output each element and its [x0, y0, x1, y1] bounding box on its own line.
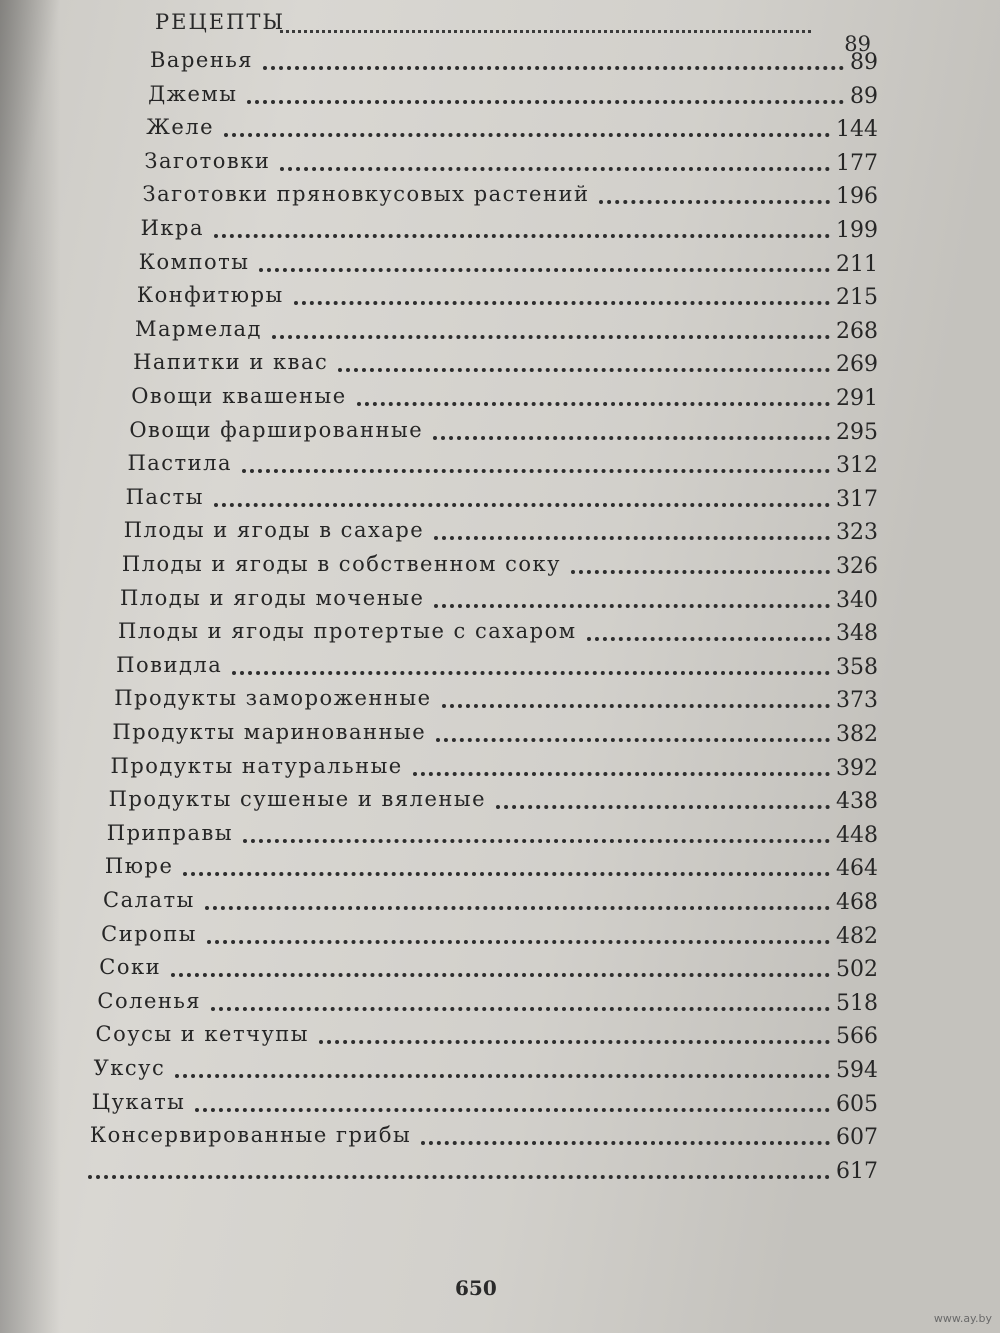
toc-entry: [96, 1022, 878, 1054]
toc-entry-label: Уксус: [93, 1056, 166, 1080]
toc-entry: [88, 1157, 878, 1189]
toc-entry-label: Продукты замороженные: [114, 686, 432, 711]
toc-entry-page: 177: [835, 150, 878, 176]
toc-entry-page: 340: [835, 587, 878, 613]
toc-entry-page: 89: [849, 83, 878, 109]
toc-entry-label: Соленья: [97, 988, 202, 1013]
toc-entry-label: Продукты сушеные и вяленые: [108, 787, 487, 812]
toc-entry-label: Компоты: [138, 249, 250, 274]
toc-entry-page: 518: [835, 990, 878, 1016]
toc-entry-label: Плоды и ягоды в сахаре: [123, 518, 425, 543]
toc-leader-dots: [232, 671, 830, 675]
toc-leader-dots: [434, 604, 830, 608]
page-number: 650: [455, 1276, 497, 1300]
toc-entry-page: 348: [835, 621, 878, 647]
toc-leader-dots: [242, 469, 830, 473]
toc-entry: [109, 787, 878, 819]
toc-entry: [126, 485, 878, 517]
toc-entry-label: Пасты: [125, 484, 204, 509]
toc-entry: [92, 1090, 878, 1122]
toc-heading: [155, 10, 871, 56]
toc-entry: [141, 216, 878, 248]
toc-entry-label: Соусы и кетчупы: [95, 1022, 310, 1047]
toc-entry-label: Желе: [146, 115, 215, 140]
toc-entry: [135, 317, 878, 349]
toc-entry-label: Продукты натуральные: [110, 753, 403, 778]
toc-entry: [144, 149, 878, 181]
toc-entry-page: 607: [835, 1125, 878, 1151]
toc-entry-page: 323: [835, 520, 878, 546]
toc-entry: [105, 854, 878, 886]
toc-leader-dots: [247, 100, 844, 104]
toc-entry-page: 312: [835, 453, 878, 479]
toc-entry-label: Плоды и ягоды моченые: [119, 585, 425, 610]
watermark: www.ay.by: [933, 1312, 992, 1325]
toc-leader-dots: [243, 839, 830, 843]
toc-leader-dots: [434, 536, 830, 540]
toc-leader-dots: [214, 234, 830, 238]
toc-entry: [137, 283, 878, 315]
toc-leader-dots: [280, 167, 830, 171]
toc-entry-label: Напитки и квас: [133, 350, 329, 375]
toc-entry-label: Повидла: [116, 652, 223, 677]
toc-entry: [139, 250, 878, 282]
toc-entry: [133, 350, 878, 382]
toc-entry: [97, 989, 878, 1021]
toc-entry: [107, 821, 878, 853]
toc-entry-page: 269: [835, 352, 878, 378]
toc-entry-page: 502: [835, 957, 878, 983]
toc-entry-label: Пастила: [127, 451, 233, 476]
toc-leader-dots: [421, 1141, 830, 1145]
toc-entry: [90, 1123, 878, 1155]
toc-entry-label: Варенья: [150, 48, 254, 72]
toc-entry-page: 392: [835, 755, 878, 781]
toc-entry-label: Овощи квашеные: [131, 384, 347, 408]
toc-entry-label: Соки: [99, 955, 162, 980]
toc-leader-dots: [338, 368, 830, 372]
toc-entry-page: 144: [835, 117, 878, 143]
toc-entry-page: 448: [835, 822, 878, 848]
toc-entry-page: 89: [850, 50, 878, 75]
toc-entry-label: Салаты: [103, 888, 195, 912]
toc-leader-dots: [571, 570, 830, 574]
heading-title: РЕЦЕПТЫ: [155, 10, 286, 34]
toc-entry-page: 605: [835, 1091, 878, 1117]
toc-entry-page: 566: [835, 1024, 878, 1050]
toc-leader-dots: [319, 1040, 830, 1044]
toc-entry-page: 215: [835, 285, 878, 311]
toc-leader-dots: [442, 704, 830, 708]
toc-leader-dots: [211, 1007, 830, 1011]
toc-entry-label: Пюре: [104, 854, 174, 879]
toc-entry-label: Плоды и ягоды протертые с сахаром: [118, 619, 577, 644]
toc-entry: [94, 1056, 878, 1088]
toc-leader-dots: [272, 335, 830, 339]
toc-leader-dots: [195, 1108, 830, 1112]
toc-leader-dots: [224, 133, 830, 137]
toc-leader-dots: [413, 772, 830, 776]
toc-entry-page: 211: [835, 251, 878, 277]
toc-leader-dots: [171, 973, 830, 977]
toc-leader-dots: [357, 402, 830, 406]
toc-entry-page: 464: [835, 856, 878, 882]
toc-entry-label: Мармелад: [134, 316, 262, 341]
toc-entry-page: 317: [835, 486, 878, 512]
toc-entry-label: Икра: [140, 216, 204, 240]
toc-leader-dots: [214, 503, 830, 507]
toc-entry-page: 382: [835, 722, 878, 747]
heading-page-number: 89: [844, 32, 871, 56]
toc-entry: [112, 720, 878, 752]
toc-entry: [150, 48, 878, 80]
toc-entry: [116, 653, 878, 685]
toc-leader-dots: [294, 301, 830, 305]
toc-entry-page: 295: [835, 419, 878, 445]
toc-entry-page: 358: [835, 654, 878, 680]
toc-leader-dots: [587, 637, 830, 641]
toc-entry: [120, 586, 878, 618]
toc-entry-page: 594: [835, 1058, 878, 1083]
toc-entry: [111, 754, 878, 786]
toc-entry: [148, 82, 878, 114]
toc-leader-dots: [207, 940, 830, 944]
toc-entry: [146, 115, 878, 147]
toc-entry: [124, 518, 878, 550]
toc-entry: [101, 922, 878, 954]
toc-entry-label: Джемы: [148, 81, 238, 106]
toc-entry-label: Продукты маринованные: [112, 720, 427, 744]
toc-entry: [103, 888, 878, 920]
toc-entry-page: 326: [835, 554, 878, 579]
toc-entry: [129, 418, 878, 450]
toc-leader-dots: [496, 805, 830, 809]
toc-leader-dots: [205, 906, 830, 910]
toc-entry: [122, 552, 878, 584]
toc-entry-label: Плоды и ягоды в собственном соку: [121, 552, 562, 576]
toc-entry: [131, 384, 878, 416]
toc-entry-page: 268: [835, 318, 878, 344]
toc-entry-label: Консервированные грибы: [89, 1123, 412, 1148]
toc-entry-label: Заготовки: [144, 148, 271, 173]
toc-leader-dots: [88, 1175, 830, 1179]
toc-leader-dots: [436, 738, 830, 742]
toc-entry-page: 373: [835, 688, 878, 714]
toc-leader-dots: [263, 66, 844, 70]
toc-entry: [118, 619, 878, 651]
toc-entry-page: 199: [835, 218, 878, 243]
toc-entry-page: 438: [835, 789, 878, 815]
toc-entry-label: Овощи фаршированные: [129, 417, 424, 442]
toc-entry-page: 291: [835, 386, 878, 411]
toc-leader-dots: [433, 436, 830, 440]
toc-entry-label: Цукаты: [91, 1089, 186, 1114]
toc-entry: [114, 686, 878, 718]
toc-entry-label: Конфитюры: [136, 283, 284, 308]
toc-entry: [127, 451, 878, 483]
heading-leader-dots: [280, 30, 811, 33]
toc-leader-dots: [175, 1074, 830, 1078]
toc-entry-page: 468: [835, 890, 878, 915]
toc-entry: [99, 955, 878, 987]
toc-entry: [142, 182, 878, 214]
toc-entry-page: 617: [836, 1158, 878, 1184]
toc-leader-dots: [183, 872, 830, 876]
toc-leader-dots: [599, 200, 830, 204]
toc-leader-dots: [259, 268, 830, 272]
toc-entry-page: 196: [835, 184, 878, 210]
toc-entry-label: Сиропы: [101, 921, 198, 946]
toc-entry-label: Приправы: [106, 820, 234, 845]
toc-entry-label: Заготовки пряновкусовых растений: [142, 182, 590, 207]
toc-entry-page: 482: [835, 923, 878, 949]
